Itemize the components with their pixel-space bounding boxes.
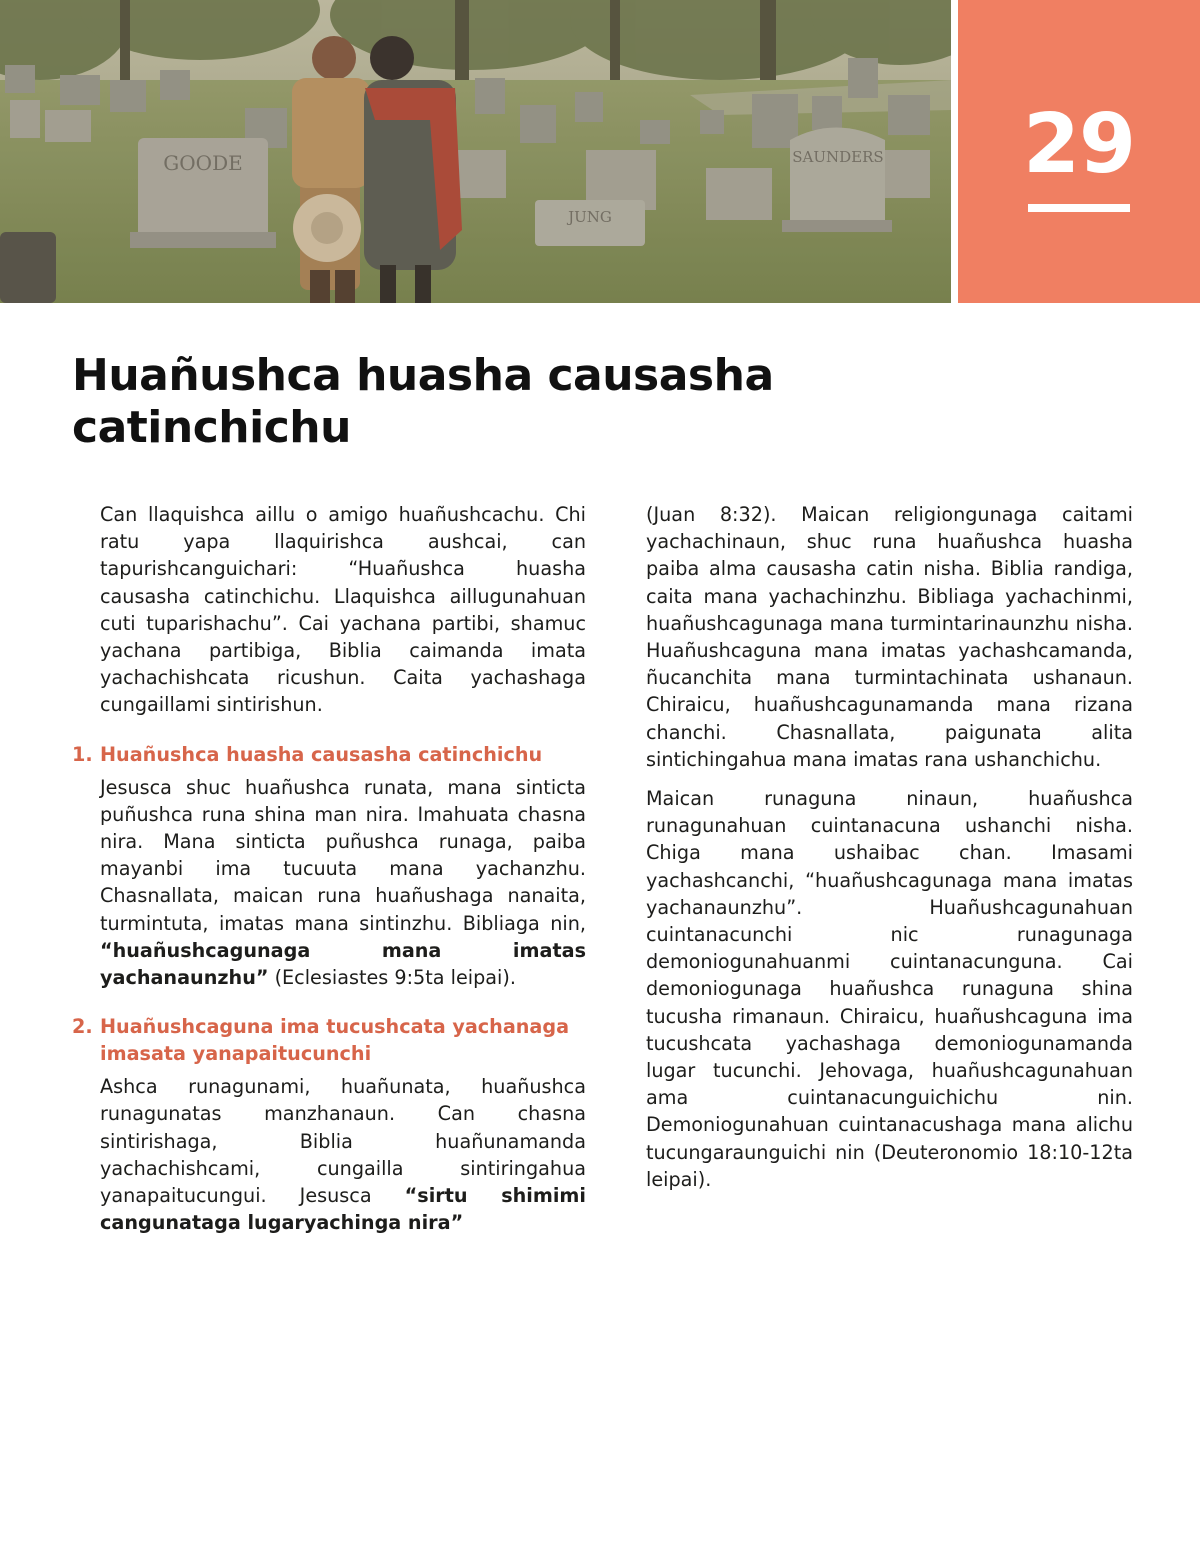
section-2-paragraph-start: [100, 1073, 586, 1236]
right-column: [646, 501, 1133, 1205]
section-1-text-a: Jesusca shuc huañushca runata, mana sinticta puñushca runa shina man nira. Imahuata chasna nira. Mana sinticta puñushca runaga, paiba mayanbi ima tucuuta mana yachanzhu. Chasnallata, maican runa huañushaga nanaita, turmintuta, imatas mana sintinzhu. Bibliaga nin,: [100, 775, 586, 935]
lesson-number: 29: [1022, 97, 1136, 192]
svg-text:GOODE: GOODE: [163, 151, 243, 175]
section-2-heading-text: Huañushcaguna ima tucushcata yachanaga imasata yanapaitucunchi: [100, 1015, 570, 1066]
lesson-number-box: [958, 0, 1200, 303]
svg-text:JUNG: JUNG: [568, 208, 612, 226]
hero-photo: [0, 0, 951, 303]
section-2-number: 2.: [72, 1015, 93, 1039]
page-title: Huañushca huasha causasha catinchichu: [72, 350, 774, 453]
section-2-paragraph-2: Maican runaguna ninaun, huañushca runagunahuan cuintanacuna ushanchi nisha. Chiga mana ushaibac chan. Imasami yachashcanchi, “huañushcagunaga mana imatas yachanaunzhu”. Huañushcagunahuan cuintanacunchi nic runagunaga demoniogunahuanmi cuintanacunguna. Cai demoniogunaga huañushca runaguna shina tucusha rimanaun. Chiraicu, huañushcaguna ima tucushcata yachashaga demoniogunamanda lugar tucunchi. Jehovaga, huañushcagunahuan ama cuintanacunguichichu nin. Demoniogunahuan cuintanacushaga mana alichu tucungaraunguichi nin (Deuteronomio 18:10-12ta leipai).: [646, 787, 1133, 1191]
cemetery-photo-illustration: [0, 0, 951, 303]
section-1-number: 1.: [72, 742, 93, 766]
intro-paragraph: Can llaquishca aillu o amigo huañushcachu. Chi ratu yapa llaquirishca aushcai, can tapurishcanguichari: “Huañushca huasha causasha catinchichu. Llaquishca aillugunahuan cuti tuparishachu”. Cai yachana partibi, shamuc yachana partibiga, Biblia caimanda imata yachachishcata ricushun. Caita yachashaga cungaillami sintirishun.: [100, 503, 586, 717]
section-1-reference: (Eclesiastes 9:5ta leipai).: [268, 966, 516, 990]
section-1-paragraph: [100, 774, 586, 992]
svg-text:SAUNDERS: SAUNDERS: [792, 148, 884, 166]
section-2-quote: “sirtu shimimi cangunataga lugaryachinga nira”: [100, 1184, 587, 1235]
section-1-heading: [72, 741, 586, 768]
section-1-heading-text: Huañushca huasha causasha catinchichu: [100, 742, 543, 766]
section-2-paragraph-continued: (Juan 8:32). Maican religiongunaga caitami yachachinaun, shuc runa huañushca huasha paiba alma causasha catin nisha. Biblia randiga, caita mana yachachinzhu. Bibliaga yachachinmi, huañushcagunaga mana turmintarinaunzhu nisha. Huañushcaguna mana imatas yachashcamanda, ñucanchita mana turmintachinata ushanaun. Chiraicu, huañushcagunamanda mana rizana chanchi. Chasnallata, paigunata alita sintichingahua mana imatas rana ushanchichu.: [646, 503, 1133, 771]
section-2-heading: [72, 1013, 586, 1067]
left-column: [72, 501, 587, 1248]
lesson-number-underline: [1028, 204, 1130, 212]
section-2-text-a: Ashca runagunami, huañunata, huañushca runagunatas manzhanaun. Can chasna sintirishaga, Biblia huañunamanda yachachishcami, cungailla sintiringahua yanapaitucungui. Jesusca: [100, 1075, 586, 1208]
section-1-quote: “huañushcagunaga mana imatas yachanaunzhu”: [100, 938, 586, 990]
